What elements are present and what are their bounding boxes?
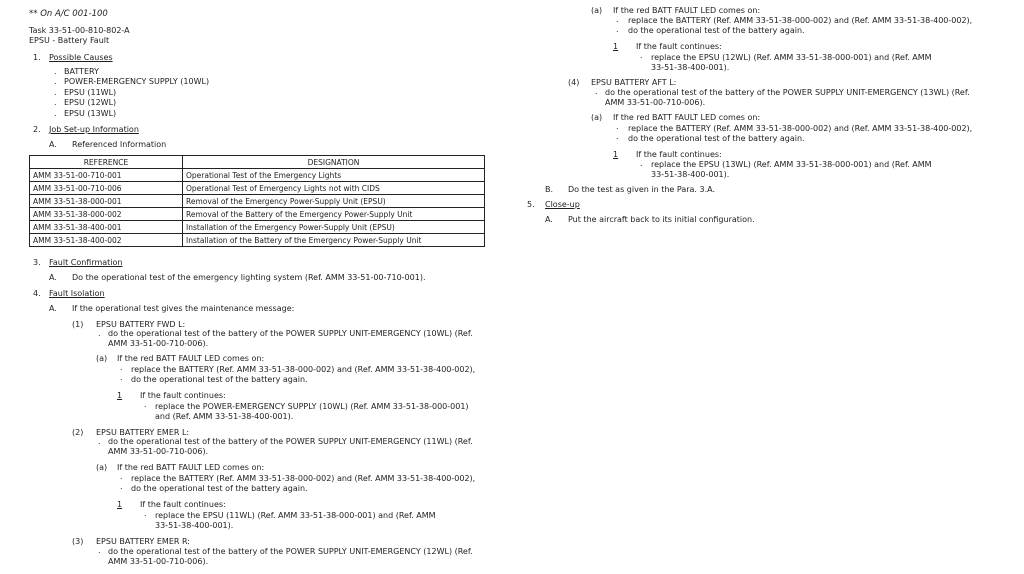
fault-confirmation-text: Do the operational test of the emergency lighting system (Ref. AMM 33-51-00-710-001). — [72, 273, 426, 282]
table-row — [30, 195, 485, 208]
section-2-title: Job Set-up Information — [49, 125, 139, 134]
step-text: 33-51-38-400-001). — [651, 63, 730, 72]
item-number: (3) — [72, 537, 84, 546]
table-header-row — [30, 156, 485, 169]
list-item: EPSU (13WL) — [64, 109, 117, 118]
column-header-reference: REFERENCE — [30, 156, 183, 169]
subsection-letter: A. — [545, 215, 553, 224]
section-4-title: Fault Isolation — [49, 289, 105, 298]
step-text: AMM 33-51-00-710-006). — [108, 339, 209, 348]
step-text: If the fault continues: — [636, 150, 722, 159]
sub-item-text: If the red BATT FAULT LED comes on: — [613, 6, 761, 15]
step-text: do the operational test of the battery again. — [131, 375, 308, 384]
step-text: do the operational test of the battery again. — [628, 26, 805, 35]
fault-isolation-intro: If the operational test gives the maintenance message: — [72, 304, 295, 313]
table-row — [30, 169, 485, 182]
table-cell: Installation of the Emergency Power-Supply Unit (EPSU) — [183, 221, 485, 234]
step-text: 33-51-38-400-001). — [651, 170, 730, 179]
step-text: replace the EPSU (13WL) (Ref. AMM 33-51-38-000-001) and (Ref. AMM — [651, 160, 932, 169]
section-4-number: 4. — [33, 289, 41, 298]
sub-item-number: (a) — [96, 354, 108, 363]
item-number: (4) — [568, 78, 580, 87]
step-text: replace the BATTERY (Ref. AMM 33-51-38-000-002) and (Ref. AMM 33-51-38-400-002), — [628, 16, 973, 25]
subsection-title: Referenced Information — [72, 140, 167, 149]
reference-table — [29, 155, 485, 247]
list-item: BATTERY — [64, 67, 99, 76]
step-text: do the operational test of the battery again. — [628, 134, 805, 143]
item-title: EPSU BATTERY FWD L: — [96, 320, 186, 329]
sub-item-text: If the red BATT FAULT LED comes on: — [117, 463, 265, 472]
step-text: do the operational test of the battery of the POWER SUPPLY UNIT-EMERGENCY (12WL) (Ref. — [108, 547, 473, 556]
step-text: replace the BATTERY (Ref. AMM 33-51-38-000-002) and (Ref. AMM 33-51-38-400-002), — [628, 124, 973, 133]
step-text: replace the BATTERY (Ref. AMM 33-51-38-000-002) and (Ref. AMM 33-51-38-400-002), — [131, 365, 476, 374]
table-cell: AMM 33-51-38-000-002 — [30, 208, 183, 221]
section-1-number: 1. — [33, 53, 41, 62]
column-header-designation: DESIGNATION — [183, 156, 485, 169]
step-text: do the operational test of the battery of the POWER SUPPLY UNIT-EMERGENCY (11WL) (Ref. — [108, 437, 473, 446]
step-number: 1 — [613, 42, 619, 51]
section-5-number: 5. — [527, 200, 535, 209]
step-text: AMM 33-51-00-710-006). — [108, 447, 209, 456]
subsection-letter: A. — [49, 304, 57, 313]
table-cell: Removal of the Emergency Power-Supply Unit (EPSU) — [183, 195, 485, 208]
sub-item-text: If the red BATT FAULT LED comes on: — [613, 113, 761, 122]
step-text: If the fault continues: — [636, 42, 722, 51]
step-text: and (Ref. AMM 33-51-38-400-001). — [155, 412, 294, 421]
step-text: do the operational test of the battery again. — [131, 484, 308, 493]
step-text: 33-51-38-400-001). — [155, 521, 234, 530]
table-cell: AMM 33-51-00-710-001 — [30, 169, 183, 182]
step-text: AMM 33-51-00-710-006). — [605, 98, 706, 107]
section-2-number: 2. — [33, 125, 41, 134]
step-number: 1 — [117, 500, 123, 509]
step-text: replace the BATTERY (Ref. AMM 33-51-38-000-002) and (Ref. AMM 33-51-38-400-002), — [131, 474, 476, 483]
page-title: EPSU - Battery Fault — [29, 36, 110, 45]
step-text: replace the EPSU (12WL) (Ref. AMM 33-51-38-000-001) and (Ref. AMM — [651, 53, 932, 62]
table-row — [30, 208, 485, 221]
sub-item-number: (a) — [96, 463, 108, 472]
sub-item-number: (a) — [591, 113, 603, 122]
table-cell: AMM 33-51-00-710-006 — [30, 182, 183, 195]
item-title: EPSU BATTERY EMER R: — [96, 537, 190, 546]
step-number: 1 — [117, 391, 123, 400]
section-3-number: 3. — [33, 258, 41, 267]
section-5-title: Close-up — [545, 200, 580, 209]
item-title: EPSU BATTERY EMER L: — [96, 428, 190, 437]
step-number: 1 — [613, 150, 619, 159]
table-row — [30, 234, 485, 247]
step-text: replace the EPSU (11WL) (Ref. AMM 33-51-38-000-001) and (Ref. AMM — [155, 511, 436, 520]
sub-item-text: If the red BATT FAULT LED comes on: — [117, 354, 265, 363]
step-text: do the operational test of the battery of the POWER SUPPLY UNIT-EMERGENCY (10WL) (Ref. — [108, 329, 473, 338]
subsection-letter: A. — [49, 273, 57, 282]
step-text: If the fault continues: — [140, 500, 226, 509]
item-number: (2) — [72, 428, 84, 437]
table-cell: AMM 33-51-38-400-002 — [30, 234, 183, 247]
effectivity: ** On A/C 001-100 — [29, 9, 108, 19]
table-cell: Installation of the Battery of the Emergency Power-Supply Unit — [183, 234, 485, 247]
close-up-text: Put the aircraft back to its initial configuration. — [568, 215, 755, 224]
step-text: replace the POWER-EMERGENCY SUPPLY (10WL) (Ref. AMM 33-51-38-000-001) — [155, 402, 469, 411]
step-text: do the operational test of the battery of the POWER SUPPLY UNIT-EMERGENCY (13WL) (Ref. — [605, 88, 970, 97]
table-row — [30, 221, 485, 234]
table-cell: Operational Test of Emergency Lights not with CIDS — [183, 182, 485, 195]
step-text: If the fault continues: — [140, 391, 226, 400]
task-number: Task 33-51-00-810-802-A — [29, 26, 130, 35]
sub-item-number: (a) — [591, 6, 603, 15]
table-cell: Removal of the Battery of the Emergency Power-Supply Unit — [183, 208, 485, 221]
step-text: Do the test as given in the Para. 3.A. — [568, 185, 716, 194]
list-item: EPSU (11WL) — [64, 88, 117, 97]
section-1-title: Possible Causes — [49, 53, 113, 62]
item-number: (1) — [72, 320, 84, 329]
table-cell: AMM 33-51-38-000-001 — [30, 195, 183, 208]
step-text: AMM 33-51-00-710-006). — [108, 557, 209, 566]
section-3-title: Fault Confirmation — [49, 258, 123, 267]
table-cell: Operational Test of the Emergency Lights — [183, 169, 485, 182]
item-title: EPSU BATTERY AFT L: — [591, 78, 677, 87]
table-row — [30, 182, 485, 195]
subsection-letter: A. — [49, 140, 57, 149]
subsection-letter: B. — [545, 185, 554, 194]
list-item: EPSU (12WL) — [64, 98, 117, 107]
table-cell: AMM 33-51-38-400-001 — [30, 221, 183, 234]
list-item: POWER-EMERGENCY SUPPLY (10WL) — [64, 77, 210, 86]
